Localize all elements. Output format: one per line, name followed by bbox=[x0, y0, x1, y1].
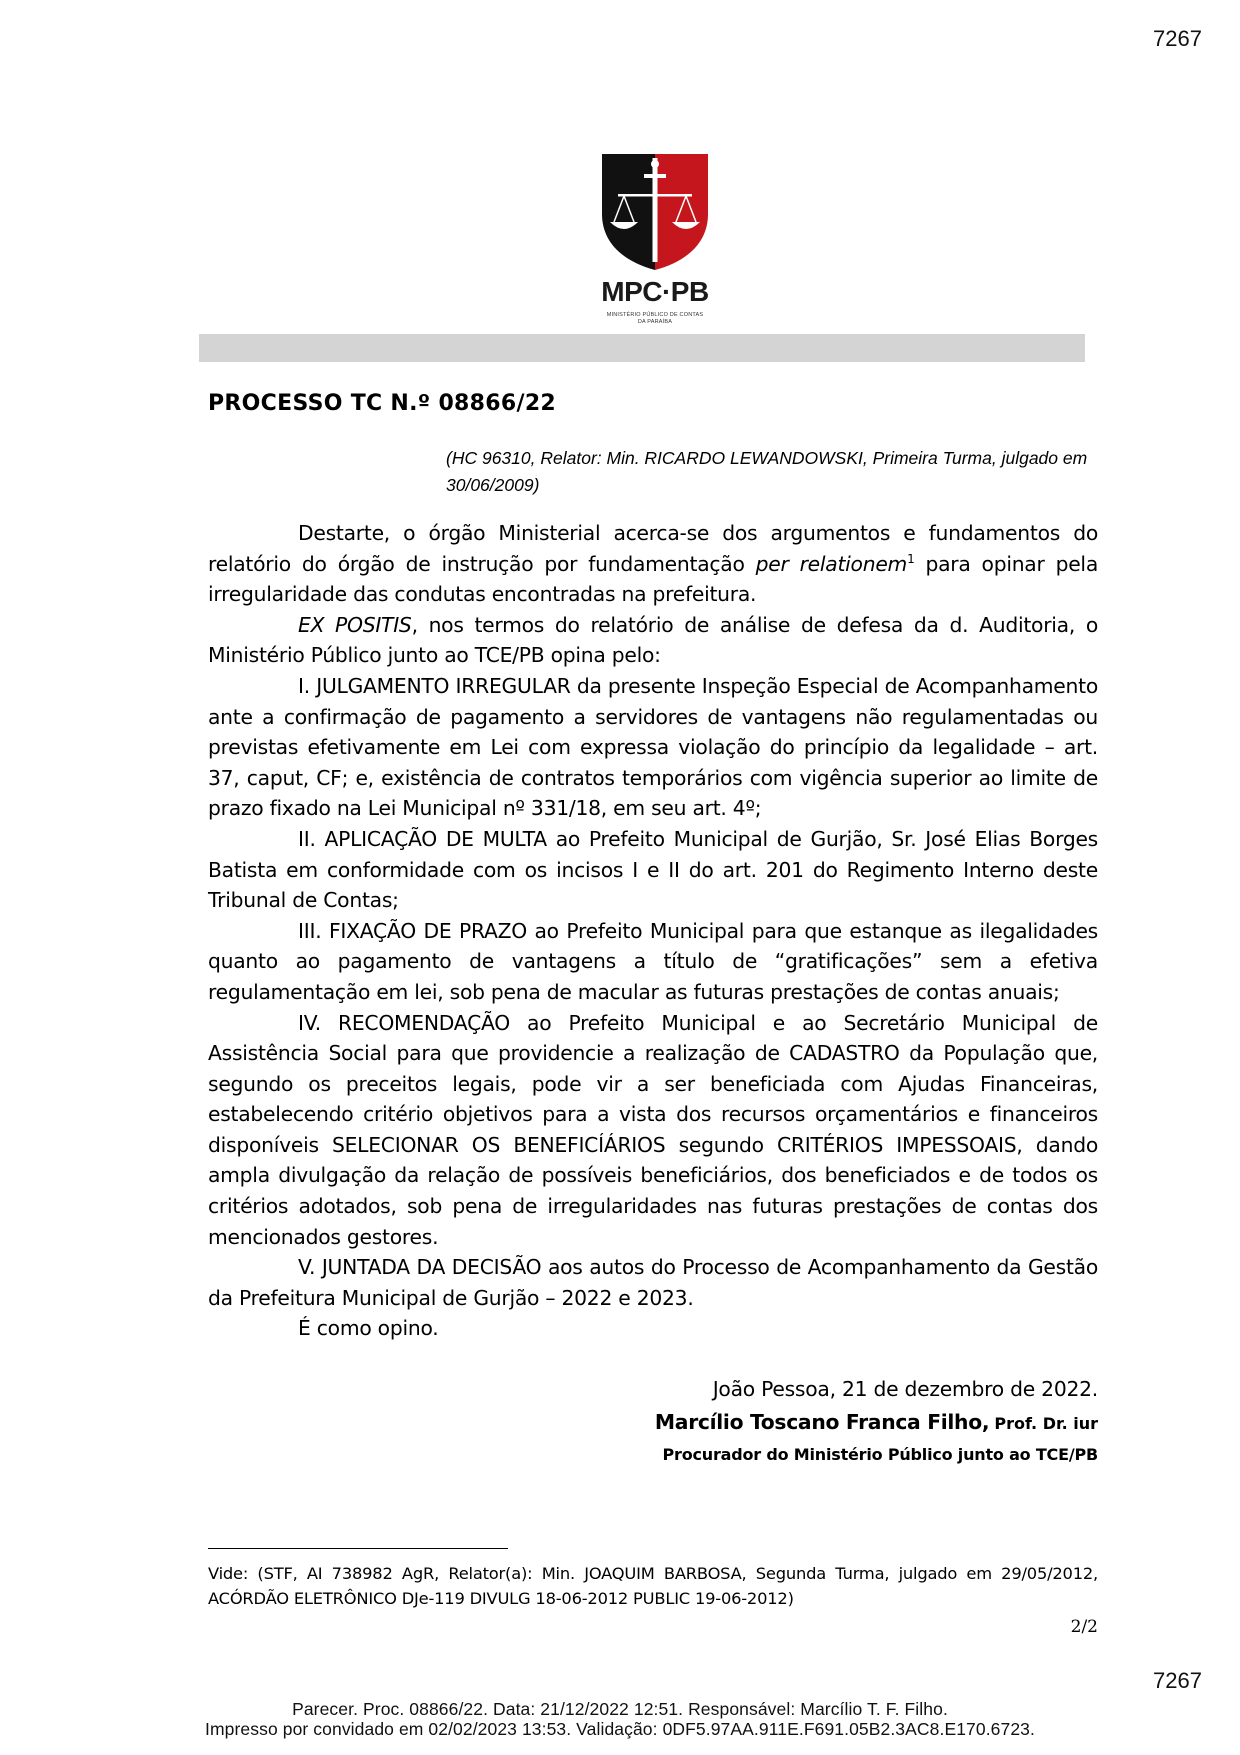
signature-date: João Pessoa, 21 de dezembro de 2022. bbox=[712, 1377, 1098, 1401]
closing-remark: É como opino. bbox=[298, 1316, 439, 1341]
signature-role: Procurador do Ministério Público junto ao TCE/PB bbox=[662, 1445, 1098, 1464]
mpc-pb-logo bbox=[600, 152, 710, 325]
paragraph-intro-text: Destarte, o órgão Ministerial acerca-se dos argumentos e fundamentos do relatório do órgão de instrução por fundamentação bbox=[208, 521, 1098, 576]
paragraph-ex-positis bbox=[208, 610, 1098, 671]
paragraph-intro-text-end: para opinar pela irregularidade das condutas encontradas na prefeitura. bbox=[208, 551, 1098, 607]
header-bar bbox=[199, 334, 1085, 362]
logo-subtitle-line1: MINISTÉRIO PÚBLICO DE CONTAS bbox=[606, 312, 704, 318]
shield-scales-icon bbox=[600, 152, 710, 272]
print-footer-line1: Parecer. Proc. 08866/22. Data: 21/12/2022 12:51. Responsável: Marcílio T. F. Filho. bbox=[292, 1699, 948, 1719]
footnote-marker: 1 bbox=[907, 551, 915, 566]
logo-subtitle-line2: DA PARAÍBA bbox=[637, 319, 673, 325]
footnote: Vide: (STF, AI 738982 AgR, Relator(a): Min. JOAQUIM BARBOSA, Segunda Turma, julgado em 29/05/2012, ACÓRDÃO ELETRÔNICO DJe-119 DIVULG 18-06-2012 PUBLIC 19-06-2012) bbox=[208, 1564, 1098, 1608]
logo-subtitle bbox=[600, 312, 710, 326]
page-number-bottom: 7267 bbox=[1153, 1668, 1202, 1693]
page-number-top: 7267 bbox=[1153, 26, 1202, 51]
citation: (HC 96310, Relator: Min. RICARDO LEWANDOWSKI, Primeira Turma, julgado em 30/06/2009) bbox=[446, 448, 1088, 495]
logo-title: MPC·PB bbox=[601, 276, 709, 307]
ex-positis-term: EX POSITIS bbox=[298, 612, 412, 637]
paragraph-ex-positis-text: , nos termos do relatório de análise de defesa da d. Auditoria, o Ministério Público junto ao TCE/PB opina pelo: bbox=[208, 612, 1099, 668]
item-julgamento: I. JULGAMENTO IRREGULAR da presente Inspeção Especial de Acompanhamento ante a confirmação de pagamento a servidores de vantagens não regulamentadas ou previstas efetivamente em Lei com expressa violação do princípio da legalidade – art. 37, caput, CF; e, existência de contratos temporários com vigência superior ao limite de prazo fixado na Lei Municipal nº 331/18, em seu art. 4º; bbox=[208, 673, 1098, 821]
process-title: PROCESSO TC N.º 08866/22 bbox=[208, 391, 557, 416]
item-juntada: V. JUNTADA DA DECISÃO aos autos do Processo de Acompanhamento da Gestão da Prefeitura Municipal de Gurjão – 2022 e 2023. bbox=[208, 1255, 1098, 1310]
opinion-body bbox=[208, 518, 1098, 1344]
item-recomendacao: IV. RECOMENDAÇÃO ao Prefeito Municipal e ao Secretário Municipal de Assistência Social para que providencie a realização de CADASTRO da População que, segundo os preceitos legais, pode vir a ser beneficiada com Ajudas Financeiras, estabelecendo critério objetivos para a vista dos recursos orçamentários e financeiros disponíveis SELECIONAR OS BENEFICÍÁRIOS segundo CRITÉRIOS IMPESSOAIS, dando ampla divulgação da relação de possíveis beneficiários, dos beneficiados e de todos os critérios adotados, sob pena de irregularidades nas futuras prestações de contas dos mencionados gestores. bbox=[208, 1010, 1098, 1249]
paragraph-intro bbox=[208, 518, 1098, 610]
page-counter: 2/2 bbox=[1070, 1617, 1098, 1637]
signature-name: Marcílio Toscano Franca Filho, bbox=[654, 1410, 990, 1434]
per-relationem-term: per relationem bbox=[755, 551, 908, 576]
signature-title: Prof. Dr. iur bbox=[994, 1414, 1098, 1433]
print-footer-line2: Impresso por convidado em 02/02/2023 13:53. Validação: 0DF5.97AA.911E.F691.05B2.3AC8.E170.6723. bbox=[205, 1719, 1035, 1739]
item-multa: II. APLICAÇÃO DE MULTA ao Prefeito Municipal de Gurjão, Sr. José Elias Borges Batista em conformidade com os incisos I e II do art. 201 do Regimento Interno deste Tribunal de Contas; bbox=[208, 826, 1098, 913]
footnote-divider bbox=[208, 1548, 508, 1549]
signature-name-line bbox=[498, 1410, 1098, 1434]
item-prazo: III. FIXAÇÃO DE PRAZO ao Prefeito Municipal para que estanque as ilegalidades quanto ao pagamento de vantagens a título de “gratificações” sem a efetiva regulamentação em lei, sob pena de macular as futuras prestações de contas anuais; bbox=[208, 918, 1098, 1004]
